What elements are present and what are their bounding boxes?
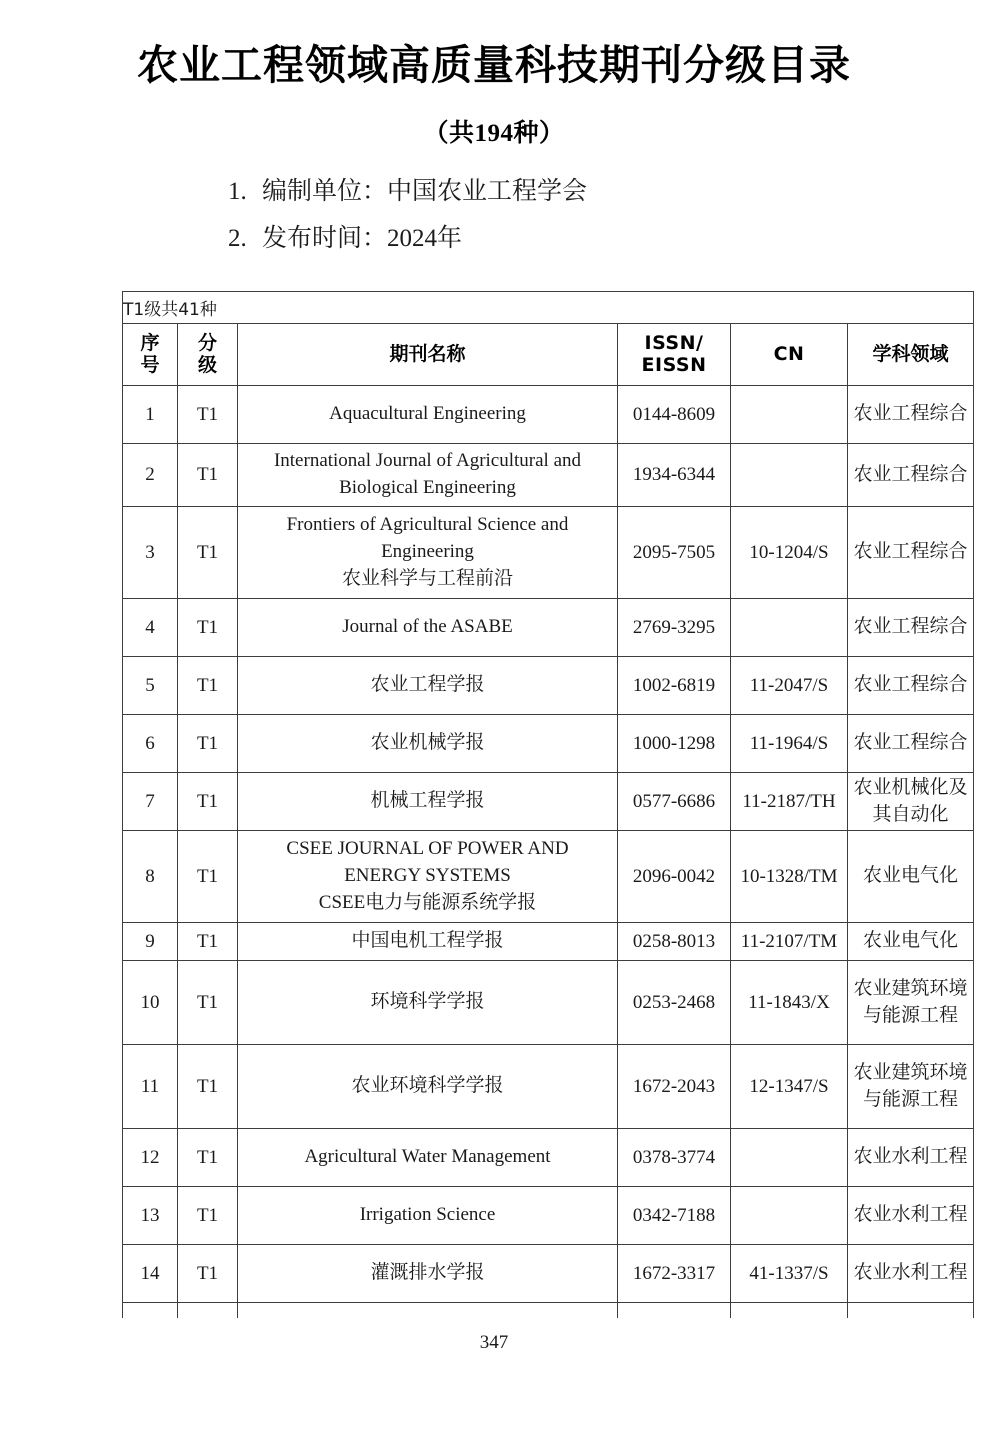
- journal-name-line: CSEE电力与能源系统学报: [318, 891, 537, 913]
- page-number: 347: [479, 1332, 509, 1353]
- cell-subject-field: 农业工程综合: [848, 386, 974, 444]
- cell-sequence-number: 12: [123, 1129, 178, 1187]
- journal-name-line: 农业环境科学学报: [351, 1075, 504, 1097]
- cell-subject-field: 农业电气化: [848, 831, 974, 923]
- cell-subject-field: 农业工程综合: [848, 599, 974, 657]
- cell-journal-name: [238, 773, 618, 831]
- cell-sequence-number: [123, 1303, 178, 1319]
- cell-cn: 11-1843/X: [731, 961, 848, 1045]
- cell-tier-level: T1: [178, 831, 238, 923]
- cell-issn: 1672-2043: [618, 1045, 731, 1129]
- cell-issn: 0144-8609: [618, 386, 731, 444]
- cell-issn: 0253-2468: [618, 961, 731, 1045]
- table-row: [123, 831, 974, 923]
- tier-banner-label: T1级共41种: [123, 292, 974, 324]
- cell-journal-name: [238, 599, 618, 657]
- cell-issn: 1000-1298: [618, 715, 731, 773]
- cell-cn: [731, 444, 848, 507]
- cell-journal-name: [238, 923, 618, 961]
- journal-name-line: Irrigation Science: [359, 1204, 496, 1226]
- cell-cn: [731, 1303, 848, 1319]
- table-row: [123, 599, 974, 657]
- column-header-journal-name: 期刊名称: [238, 324, 618, 386]
- cell-subject-field: 农业机械化及其自动化: [848, 773, 974, 831]
- column-header-seq-line2: 号: [140, 353, 160, 376]
- cell-sequence-number: 7: [123, 773, 178, 831]
- cell-sequence-number: 8: [123, 831, 178, 923]
- cell-cn: 10-1204/S: [731, 507, 848, 599]
- journal-name-line: Engineering: [381, 541, 474, 563]
- table-header-row: [123, 324, 974, 386]
- cell-subject-field: 农业水利工程: [848, 1245, 974, 1303]
- table-row: [123, 961, 974, 1045]
- cell-subject-field: 农业工程综合: [848, 444, 974, 507]
- column-header-seq-line1: 序: [140, 332, 160, 355]
- cell-journal-name: [238, 1303, 618, 1319]
- cell-sequence-number: 13: [123, 1187, 178, 1245]
- cell-journal-name: [238, 1045, 618, 1129]
- cell-tier-level: T1: [178, 386, 238, 444]
- table-row: [123, 1303, 974, 1319]
- page-subtitle: （共194种）: [423, 120, 565, 148]
- cell-sequence-number: 4: [123, 599, 178, 657]
- column-header-level-line1: 分: [197, 332, 217, 355]
- table-row: [123, 444, 974, 507]
- column-header-seq: [123, 324, 178, 386]
- cell-journal-name: [238, 657, 618, 715]
- cell-sequence-number: 9: [123, 923, 178, 961]
- journal-table: [122, 291, 974, 1318]
- cell-journal-name: [238, 1187, 618, 1245]
- journal-name-line: International Journal of Agricultural and: [273, 450, 582, 472]
- cell-subject-field: 农业水利工程: [848, 1129, 974, 1187]
- cell-issn: 2096-0042: [618, 831, 731, 923]
- cell-journal-name: [238, 1245, 618, 1303]
- cell-journal-name: [238, 831, 618, 923]
- journal-name-line: 农业科学与工程前沿: [341, 567, 513, 589]
- cell-journal-name: [238, 961, 618, 1045]
- cell-journal-name: [238, 1129, 618, 1187]
- meta-item-number: 1.: [228, 178, 247, 206]
- cell-cn: [731, 386, 848, 444]
- cell-sequence-number: 11: [123, 1045, 178, 1129]
- cell-issn: 1934-6344: [618, 444, 731, 507]
- journal-table-container: [122, 291, 973, 1318]
- journal-name-line: CSEE JOURNAL OF POWER AND: [286, 838, 569, 860]
- column-header-issn-line2: EISSN: [641, 353, 707, 376]
- cell-issn: 1002-6819: [618, 657, 731, 715]
- journal-name-line: 农业机械学报: [370, 732, 485, 754]
- table-row: [123, 1045, 974, 1129]
- meta-item-release-date: [0, 204, 988, 251]
- cell-journal-name: [238, 507, 618, 599]
- column-header-level-line2: 级: [197, 353, 217, 376]
- cell-cn: 41-1337/S: [731, 1245, 848, 1303]
- cell-sequence-number: 14: [123, 1245, 178, 1303]
- cell-tier-level: T1: [178, 1129, 238, 1187]
- cell-cn: 12-1347/S: [731, 1045, 848, 1129]
- cell-cn: 11-1964/S: [731, 715, 848, 773]
- cell-issn: 0342-7188: [618, 1187, 731, 1245]
- meta-item-text: 发布时间：2024年: [262, 225, 463, 253]
- cell-cn: [731, 1187, 848, 1245]
- journal-name-line: 中国电机工程学报: [351, 930, 504, 952]
- cell-cn: [731, 1129, 848, 1187]
- table-row: [123, 1129, 974, 1187]
- meta-item-number: 2.: [228, 225, 247, 253]
- journal-name-line: Journal of the ASABE: [342, 616, 513, 638]
- cell-journal-name: [238, 444, 618, 507]
- cell-cn: [731, 599, 848, 657]
- cell-tier-level: T1: [178, 773, 238, 831]
- column-header-level: [178, 324, 238, 386]
- meta-item-compiler: [0, 149, 988, 204]
- journal-name-line: Aquacultural Engineering: [329, 403, 526, 425]
- cell-issn: 0258-8013: [618, 923, 731, 961]
- journal-name-line: 农业工程学报: [370, 674, 485, 696]
- journal-name-line: Frontiers of Agricultural Science and: [286, 514, 569, 536]
- cell-sequence-number: 5: [123, 657, 178, 715]
- cell-cn: 11-2107/TM: [731, 923, 848, 961]
- table-row: [123, 1187, 974, 1245]
- cell-issn: 2769-3295: [618, 599, 731, 657]
- cell-tier-level: T1: [178, 923, 238, 961]
- cell-sequence-number: 1: [123, 386, 178, 444]
- table-row: [123, 657, 974, 715]
- journal-name-line: 机械工程学报: [370, 790, 485, 812]
- cell-tier-level: T1: [178, 507, 238, 599]
- table-row: [123, 715, 974, 773]
- cell-cn: 11-2187/TH: [731, 773, 848, 831]
- cell-subject-field: 农业建筑环境与能源工程: [848, 1045, 974, 1129]
- column-header-issn: [618, 324, 731, 386]
- journal-name-line: ENERGY SYSTEMS: [344, 865, 511, 887]
- cell-tier-level: T1: [178, 444, 238, 507]
- cell-issn: [618, 1303, 731, 1319]
- cell-sequence-number: 6: [123, 715, 178, 773]
- cell-subject-field: [848, 1303, 974, 1319]
- cell-tier-level: [178, 1303, 238, 1319]
- table-row: [123, 507, 974, 599]
- journal-name-line: Biological Engineering: [339, 477, 516, 498]
- cell-subject-field: 农业工程综合: [848, 507, 974, 599]
- cell-sequence-number: 2: [123, 444, 178, 507]
- column-header-subject-field: 学科领域: [848, 324, 974, 386]
- journal-name-line: 灌溉排水学报: [370, 1262, 485, 1284]
- journal-name-line: Agricultural Water Management: [304, 1146, 551, 1168]
- cell-issn: 2095-7505: [618, 507, 731, 599]
- table-row: [123, 923, 974, 961]
- cell-subject-field: 农业电气化: [848, 923, 974, 961]
- cell-tier-level: T1: [178, 599, 238, 657]
- cell-tier-level: T1: [178, 961, 238, 1045]
- cell-sequence-number: 10: [123, 961, 178, 1045]
- cell-subject-field: 农业工程综合: [848, 657, 974, 715]
- meta-item-text: 编制单位：中国农业工程学会: [262, 178, 588, 206]
- cell-issn: 0378-3774: [618, 1129, 731, 1187]
- cell-subject-field: 农业工程综合: [848, 715, 974, 773]
- cell-issn: 1672-3317: [618, 1245, 731, 1303]
- table-row: [123, 1245, 974, 1303]
- page-title: 农业工程领域高质量科技期刊分级目录: [137, 42, 851, 88]
- cell-sequence-number: 3: [123, 507, 178, 599]
- cell-issn: 0577-6686: [618, 773, 731, 831]
- journal-table-body: [123, 292, 974, 1319]
- cell-cn: 11-2047/S: [731, 657, 848, 715]
- cell-tier-level: T1: [178, 715, 238, 773]
- column-header-cn: CN: [731, 324, 848, 386]
- cell-tier-level: T1: [178, 657, 238, 715]
- cell-subject-field: 农业建筑环境与能源工程: [848, 961, 974, 1045]
- cell-journal-name: [238, 715, 618, 773]
- cell-subject-field: 农业水利工程: [848, 1187, 974, 1245]
- cell-tier-level: T1: [178, 1045, 238, 1129]
- journal-name-line: 环境科学学报: [370, 991, 485, 1013]
- cell-journal-name: [238, 386, 618, 444]
- table-banner-row: [123, 292, 974, 324]
- table-row: [123, 773, 974, 831]
- cell-tier-level: T1: [178, 1187, 238, 1245]
- table-row: [123, 386, 974, 444]
- column-header-issn-line1: ISSN/: [644, 332, 704, 355]
- cell-tier-level: T1: [178, 1245, 238, 1303]
- cell-cn: 10-1328/TM: [731, 831, 848, 923]
- document-meta-list: [0, 149, 988, 251]
